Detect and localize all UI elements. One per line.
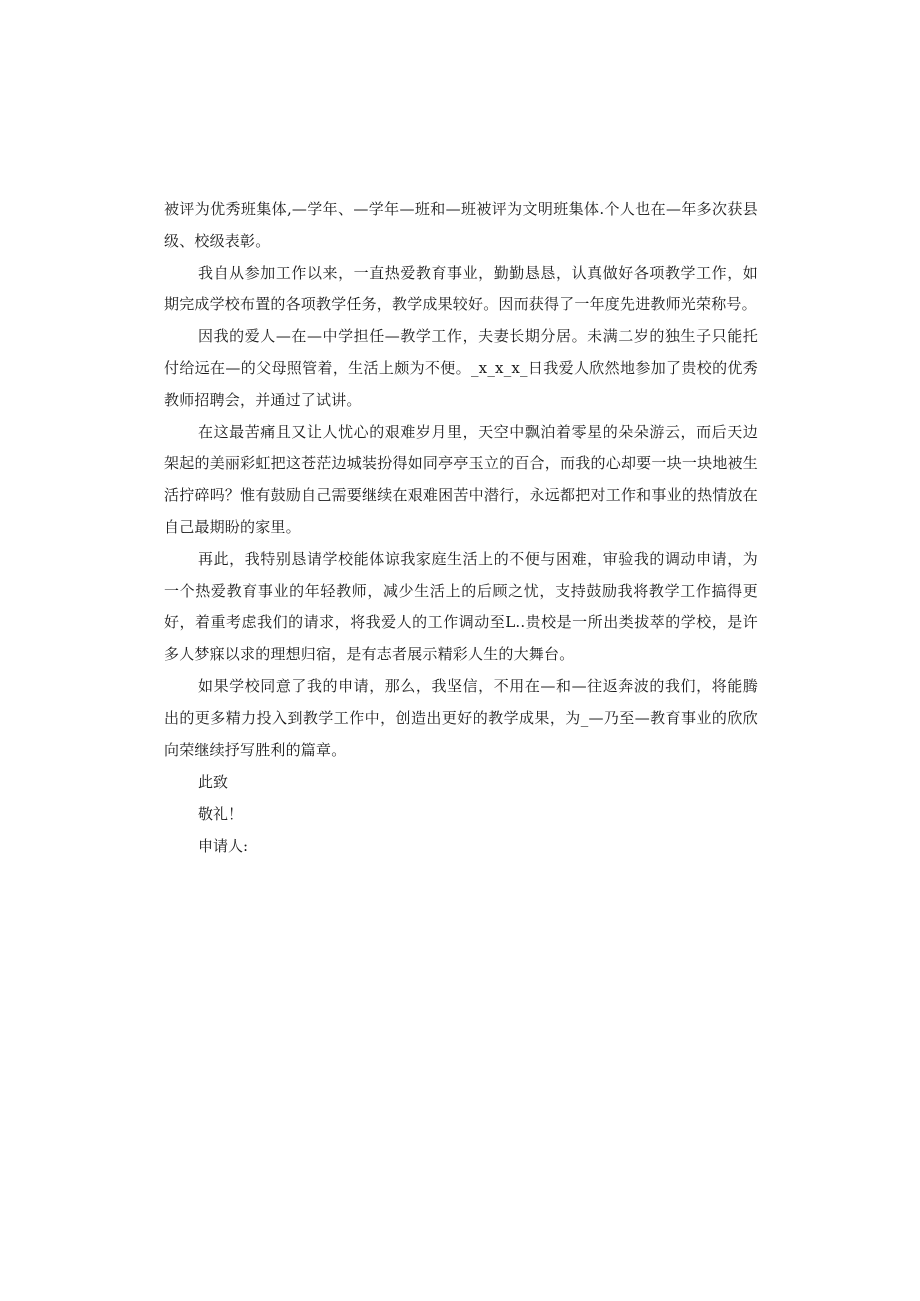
- paragraph-3: 因我的爱人—在—中学担任—教学工作，夫妻长期分居。未满二岁的独生子只能托付给远在—的父母照管着，生活上颇为不便。_x_x_x_日我爱人欣然地参加了贵校的优秀教师招聘会，并通过了试讲。: [164, 327, 758, 409]
- letter-body: [164, 194, 758, 862]
- paragraph-2: 我自从参加工作以来，一直热爱教育事业，勤勤恳恳，认真做好各项教学工作，如期完成学校布置的各项教学任务，教学成果较好。因而获得了一年度先进教师光荣称号。: [164, 263, 758, 314]
- paragraph-6: 如果学校同意了我的申请，那么，我坚信，不用在—和—往返奔波的我们，将能腾出的更多精力投入到教学工作中，创造出更好的教学成果，为_—乃至—教育事业的欣欣向荣继续抒写胜利的篇章。: [164, 676, 758, 759]
- paragraph-1: 被评为优秀班集体,—学年、—学年—班和—班被评为文明班集体.个人也在—年多次获县级、校级表彰。: [164, 200, 758, 250]
- closing-salutation: 此致: [198, 773, 229, 792]
- closing-respect: 敬礼！: [198, 805, 244, 824]
- applicant-label: 申请人:: [198, 837, 249, 856]
- paragraph-4: 在这最苦痛且又让人忧心的艰难岁月里，天空中飘泊着零星的朵朵游云，而后天边架起的美丽彩虹把这苍茫边城装扮得如同亭亭玉立的百合，而我的心却要一块一块地被生活拧碎吗？惟有鼓励自己需要继续在艰难困苦中潜行，永远都把对工作和事业的热情放在自己最期盼的家里。: [164, 422, 758, 536]
- paragraph-5: 再此，我特别恳请学校能体谅我家庭生活上的不便与困难，审验我的调动申请，为一个热爱教育事业的年轻教师，减少生活上的后顾之忧，支持鼓励我将教学工作搞得更好，着重考虑我们的请求，将我爱人的工作调动至L..贵校是一所出类拔萃的学校，是许多人梦寐以求的理想归宿，是有志者展示精彩人生的大舞台。: [164, 549, 758, 664]
